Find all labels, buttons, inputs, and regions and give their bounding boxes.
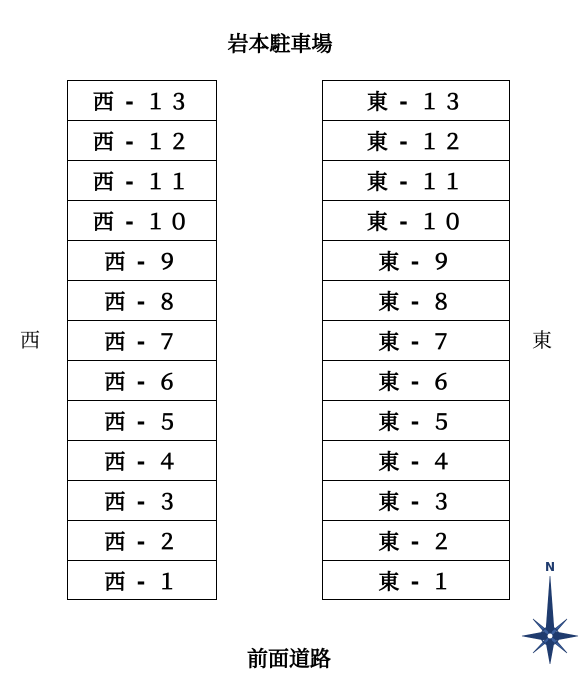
parking-slot[interactable]: 東 - ７: [323, 321, 509, 361]
east-side-label: 東: [532, 328, 552, 352]
parking-slot[interactable]: 東 - ６: [323, 361, 509, 401]
parking-slot[interactable]: 西 - １３: [68, 81, 216, 121]
parking-slot[interactable]: 東 - ２: [323, 521, 509, 561]
parking-slot[interactable]: 西 - １０: [68, 201, 216, 241]
parking-slot[interactable]: 西 - ９: [68, 241, 216, 281]
parking-slot[interactable]: 西 - ４: [68, 441, 216, 481]
parking-slot[interactable]: 東 - １０: [323, 201, 509, 241]
parking-slot[interactable]: 西 - ８: [68, 281, 216, 321]
parking-slot[interactable]: 西 - ６: [68, 361, 216, 401]
parking-slot[interactable]: 東 - １２: [323, 121, 509, 161]
parking-slot[interactable]: 西 - ５: [68, 401, 216, 441]
east-parking-column: [322, 80, 510, 600]
parking-slot[interactable]: 西 - １２: [68, 121, 216, 161]
parking-slot[interactable]: 東 - ４: [323, 441, 509, 481]
parking-slot[interactable]: 西 - ２: [68, 521, 216, 561]
parking-slot[interactable]: 東 - ５: [323, 401, 509, 441]
parking-slot[interactable]: 西 - ３: [68, 481, 216, 521]
map-title: 岩本駐車場: [227, 32, 333, 56]
parking-slot[interactable]: 東 - ８: [323, 281, 509, 321]
parking-slot[interactable]: 東 - ３: [323, 481, 509, 521]
front-road-label: 前面道路: [247, 647, 331, 671]
west-parking-column: [67, 80, 217, 600]
parking-slot[interactable]: 西 - １１: [68, 161, 216, 201]
parking-slot[interactable]: 東 - １: [378, 570, 454, 594]
parking-slot[interactable]: 東 - １３: [323, 81, 509, 121]
parking-slot[interactable]: 東 - １１: [323, 161, 509, 201]
parking-slot[interactable]: 西 - １: [104, 570, 180, 594]
parking-slot[interactable]: 東 - ９: [323, 241, 509, 281]
parking-slot[interactable]: 西 - ７: [68, 321, 216, 361]
compass-north-label: N: [544, 560, 556, 574]
west-side-label: 西: [20, 328, 40, 352]
